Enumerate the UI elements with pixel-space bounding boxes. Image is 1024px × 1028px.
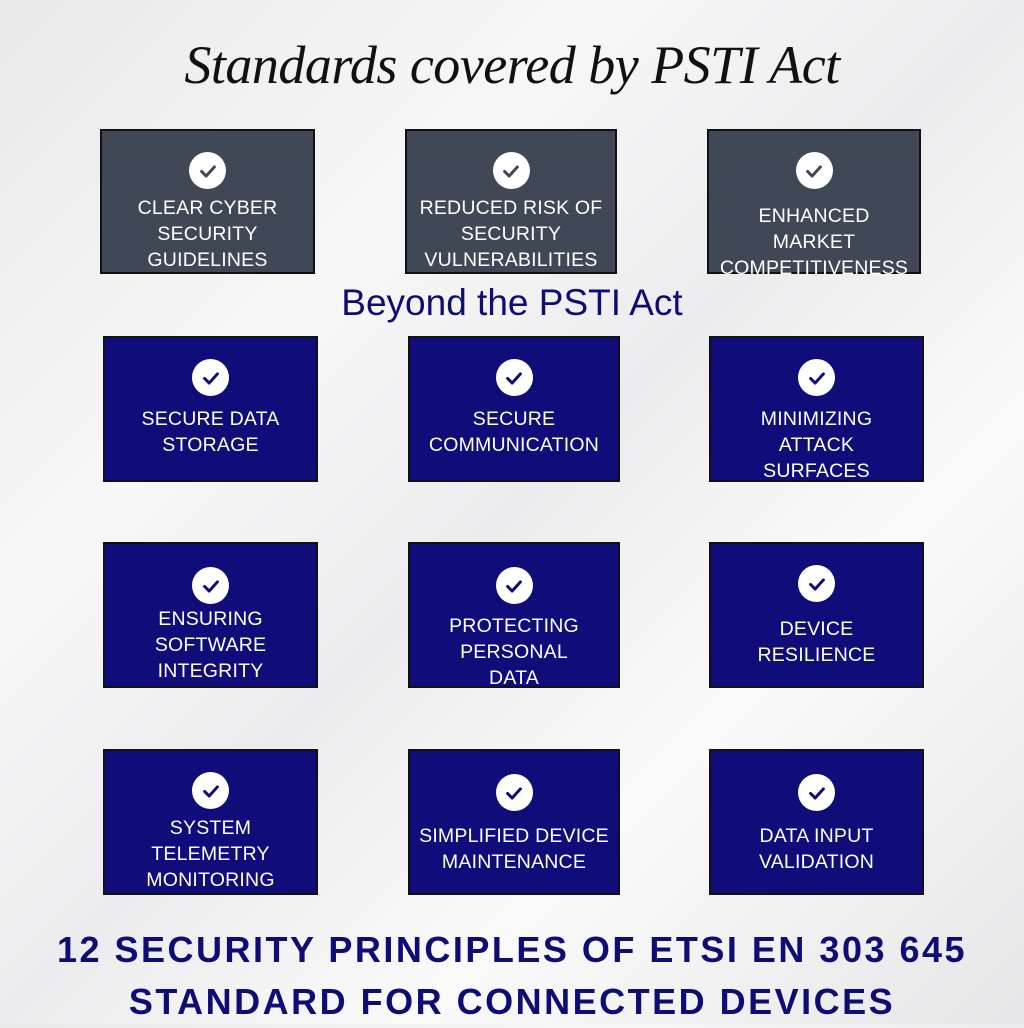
card-label: MINIMIZING ATTACK SURFACES <box>760 408 873 482</box>
card-label: CLEAR CYBER SECURITY GUIDELINES <box>137 197 278 271</box>
card-label: SIMPLIFIED DEVICE MAINTENANCE <box>419 825 609 873</box>
card-label: DATA INPUT VALIDATION <box>758 825 875 873</box>
etsi-card-9 <box>709 749 924 895</box>
check-circle-icon <box>192 567 229 604</box>
check-circle-icon <box>798 359 835 396</box>
etsi-card-8 <box>408 749 620 895</box>
check-circle-icon <box>493 152 530 189</box>
check-circle-icon <box>192 772 229 809</box>
etsi-card-7 <box>103 749 318 895</box>
card-label: SECURE DATA STORAGE <box>141 408 280 456</box>
psti-card-2 <box>405 129 617 274</box>
psti-card-3 <box>707 129 921 279</box>
footer-line-1: 12 SECURITY PRINCIPLES OF ETSI EN 303 645 <box>56 929 968 970</box>
etsi-card-6 <box>709 542 924 688</box>
check-circle-icon <box>496 774 533 811</box>
check-circle-icon <box>192 359 229 396</box>
footer-caption <box>0 924 1024 1028</box>
psti-card-1 <box>100 129 315 274</box>
check-circle-icon <box>796 152 833 189</box>
card-label: ENSURING SOFTWARE INTEGRITY <box>154 608 267 682</box>
card-label: DEVICE RESILIENCE <box>757 618 876 666</box>
check-circle-icon <box>496 359 533 396</box>
check-circle-icon <box>496 567 533 604</box>
footer-line-2: STANDARD FOR CONNECTED DEVICES <box>128 981 896 1022</box>
card-label: SYSTEM TELEMETRY MONITORING <box>146 817 275 891</box>
check-circle-icon <box>798 565 835 602</box>
card-label: REDUCED RISK OF SECURITY VULNERABILITIES <box>419 197 603 271</box>
page-title: Standards covered by PSTI Act <box>184 35 840 95</box>
card-label: ENHANCED MARKET COMPETITIVENESS <box>719 205 909 279</box>
check-circle-icon <box>189 152 226 189</box>
card-label: SECURE COMMUNICATION <box>428 408 600 456</box>
section-subtitle: Beyond the PSTI Act <box>341 282 683 323</box>
etsi-card-2 <box>408 336 620 482</box>
etsi-card-5 <box>408 542 620 688</box>
etsi-card-1 <box>103 336 318 482</box>
etsi-card-3 <box>709 336 924 482</box>
card-label: PROTECTING PERSONAL DATA <box>449 615 579 689</box>
etsi-card-4 <box>103 542 318 688</box>
check-circle-icon <box>798 774 835 811</box>
